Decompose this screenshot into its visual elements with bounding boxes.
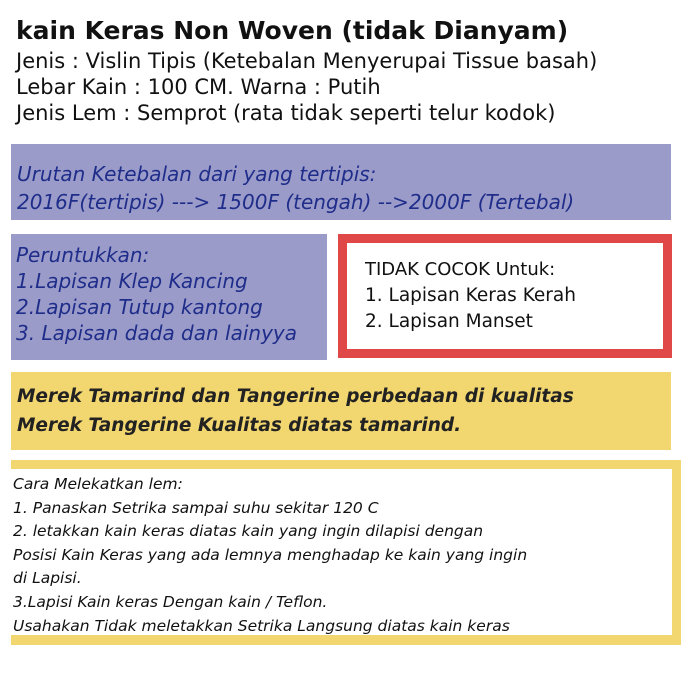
how-to-attach-step: 2. letakkan kain keras diatas kain yang ingin dilapisi dengan bbox=[13, 522, 484, 541]
suitable-uses-panel bbox=[11, 234, 327, 360]
not-suitable-heading: TIDAK COCOK Untuk: bbox=[365, 259, 556, 280]
how-to-attach-panel bbox=[11, 460, 681, 645]
how-to-attach-step: Posisi Kain Keras yang ada lemnya menghadap ke kain yang ingin bbox=[13, 545, 528, 564]
suitable-use-item: 2.Lapisan Tutup kantong bbox=[16, 295, 263, 319]
how-to-attach-step: 3.Lapisi Kain keras Dengan kain / Teflon. bbox=[13, 592, 328, 611]
not-suitable-item: 1. Lapisan Keras Kerah bbox=[365, 285, 576, 306]
how-to-attach-heading: Cara Melekatkan lem: bbox=[13, 475, 183, 493]
how-to-attach-step: Usahakan Tidak meletakkan Setrika Langsung diatas kain keras bbox=[13, 616, 510, 635]
thickness-order-sequence: 2016F(tertipis) ---> 1500F (tengah) -->2000F (Tertebal) bbox=[17, 190, 575, 214]
brand-note-line: Merek Tangerine Kualitas diatas tamarind. bbox=[17, 415, 462, 436]
glue-type-line: Jenis Lem : Semprot (rata tidak seperti telur kodok) bbox=[16, 101, 556, 125]
fabric-type-line: Jenis : Vislin Tipis (Ketebalan Menyerupai Tissue basah) bbox=[16, 49, 598, 73]
brand-note-line: Merek Tamarind dan Tangerine perbedaan di kualitas bbox=[17, 386, 574, 407]
suitable-uses-heading: Peruntukkan: bbox=[16, 243, 150, 267]
suitable-use-item: 3. Lapisan dada dan lainyya bbox=[16, 321, 298, 345]
how-to-attach-step: 1. Panaskan Setrika sampai suhu sekitar 120 C bbox=[13, 498, 379, 517]
how-to-attach-content bbox=[11, 469, 672, 635]
fabric-width-color-line: Lebar Kain : 100 CM. Warna : Putih bbox=[16, 75, 381, 99]
product-header bbox=[16, 14, 686, 126]
not-suitable-item: 2. Lapisan Manset bbox=[365, 311, 533, 332]
not-suitable-panel bbox=[338, 234, 672, 358]
product-title: kain Keras Non Woven (tidak Dianyam) bbox=[16, 16, 569, 45]
thickness-order-panel bbox=[11, 144, 671, 220]
suitable-use-item: 1.Lapisan Klep Kancing bbox=[16, 269, 248, 293]
thickness-order-heading: Urutan Ketebalan dari yang tertipis: bbox=[17, 162, 377, 186]
brand-note-panel bbox=[11, 372, 671, 450]
how-to-attach-step: di Lapisi. bbox=[13, 569, 82, 588]
